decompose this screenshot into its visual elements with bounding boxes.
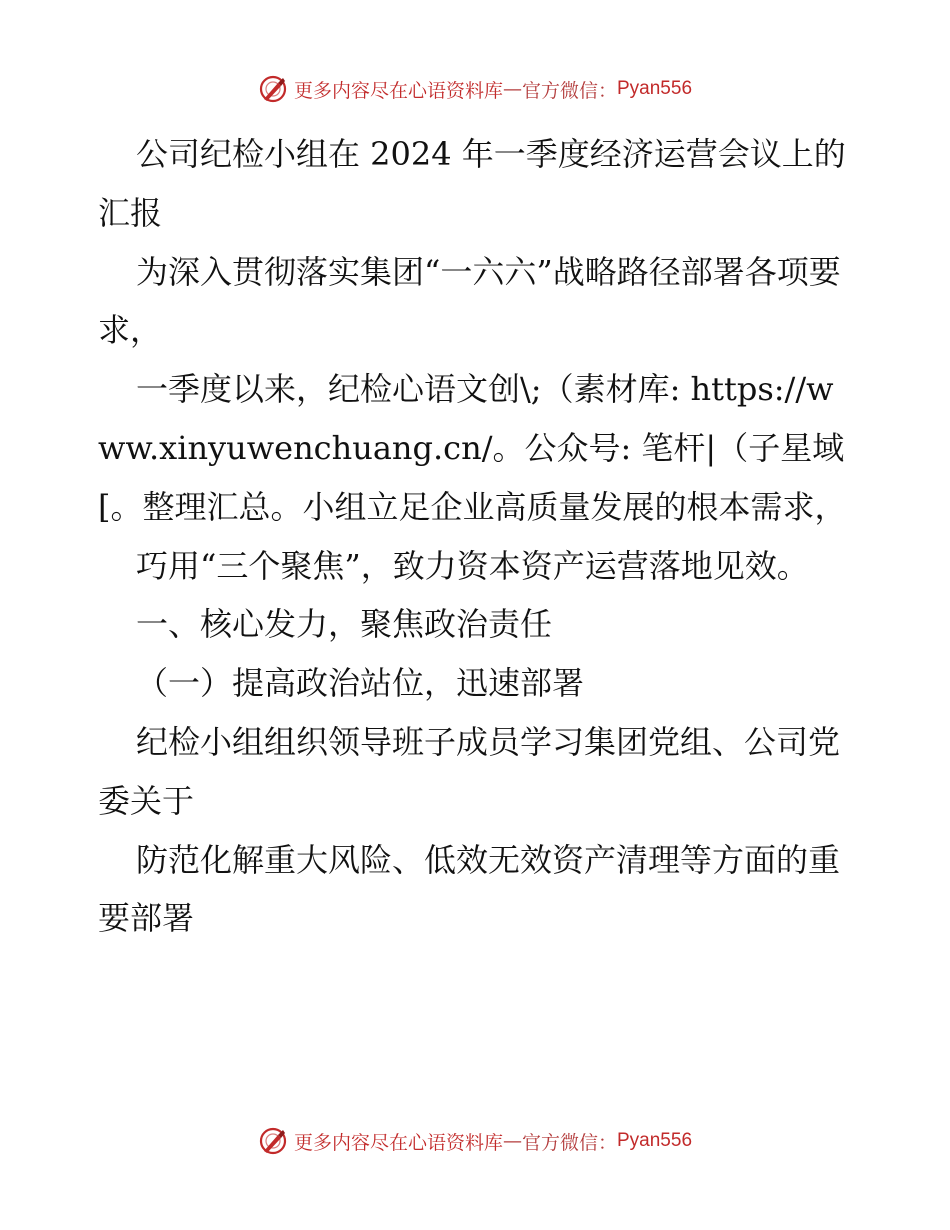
paragraph: 为深入贯彻落实集团“一六六”战略路径部署各项要求，: [98, 252, 841, 350]
paragraph: 防范化解重大风险、低效无效资产清理等方面的重要部署: [98, 840, 841, 938]
paragraph: 纪检小组组织领导班子成员学习集团党组、公司党委关于: [98, 722, 841, 820]
pen-logo-icon: [258, 74, 288, 104]
section-heading: 一、核心发力，聚焦政治责任: [136, 605, 553, 644]
banner-wechat-id: Pyan556: [617, 1130, 693, 1151]
banner-lead-text: 更多内容尽在心语资料库: [293, 1131, 503, 1154]
banner-wechat-id: Pyan556: [617, 78, 693, 99]
paragraph: 一季度以来，纪检心语文创\;（素材库: https://www.xinyuwenchuang.cn/。公众号: 笔杆|（子星域[。整理汇总。小组立足企业高质量发展的根本需求，: [98, 370, 847, 526]
banner-wechat-label: 官方微信：: [521, 79, 617, 102]
banner-wechat-label: 官方微信：: [521, 1131, 617, 1154]
subsection-heading: （一）提高政治站位，迅速部署: [136, 664, 585, 703]
header-watermark-banner: [0, 72, 950, 106]
report-title: 公司纪检小组在 2024 年一季度经济运营会议上的汇报: [98, 135, 846, 232]
document-body: [98, 125, 858, 948]
banner-dash: —: [502, 78, 522, 100]
paragraph: 巧用“三个聚焦”，致力资本资产运营落地见效。: [136, 546, 809, 585]
banner-dash: —: [502, 1130, 522, 1152]
pen-logo-icon: [258, 1126, 288, 1156]
banner-lead-text: 更多内容尽在心语资料库: [293, 79, 503, 102]
footer-watermark-banner: [0, 1124, 950, 1158]
